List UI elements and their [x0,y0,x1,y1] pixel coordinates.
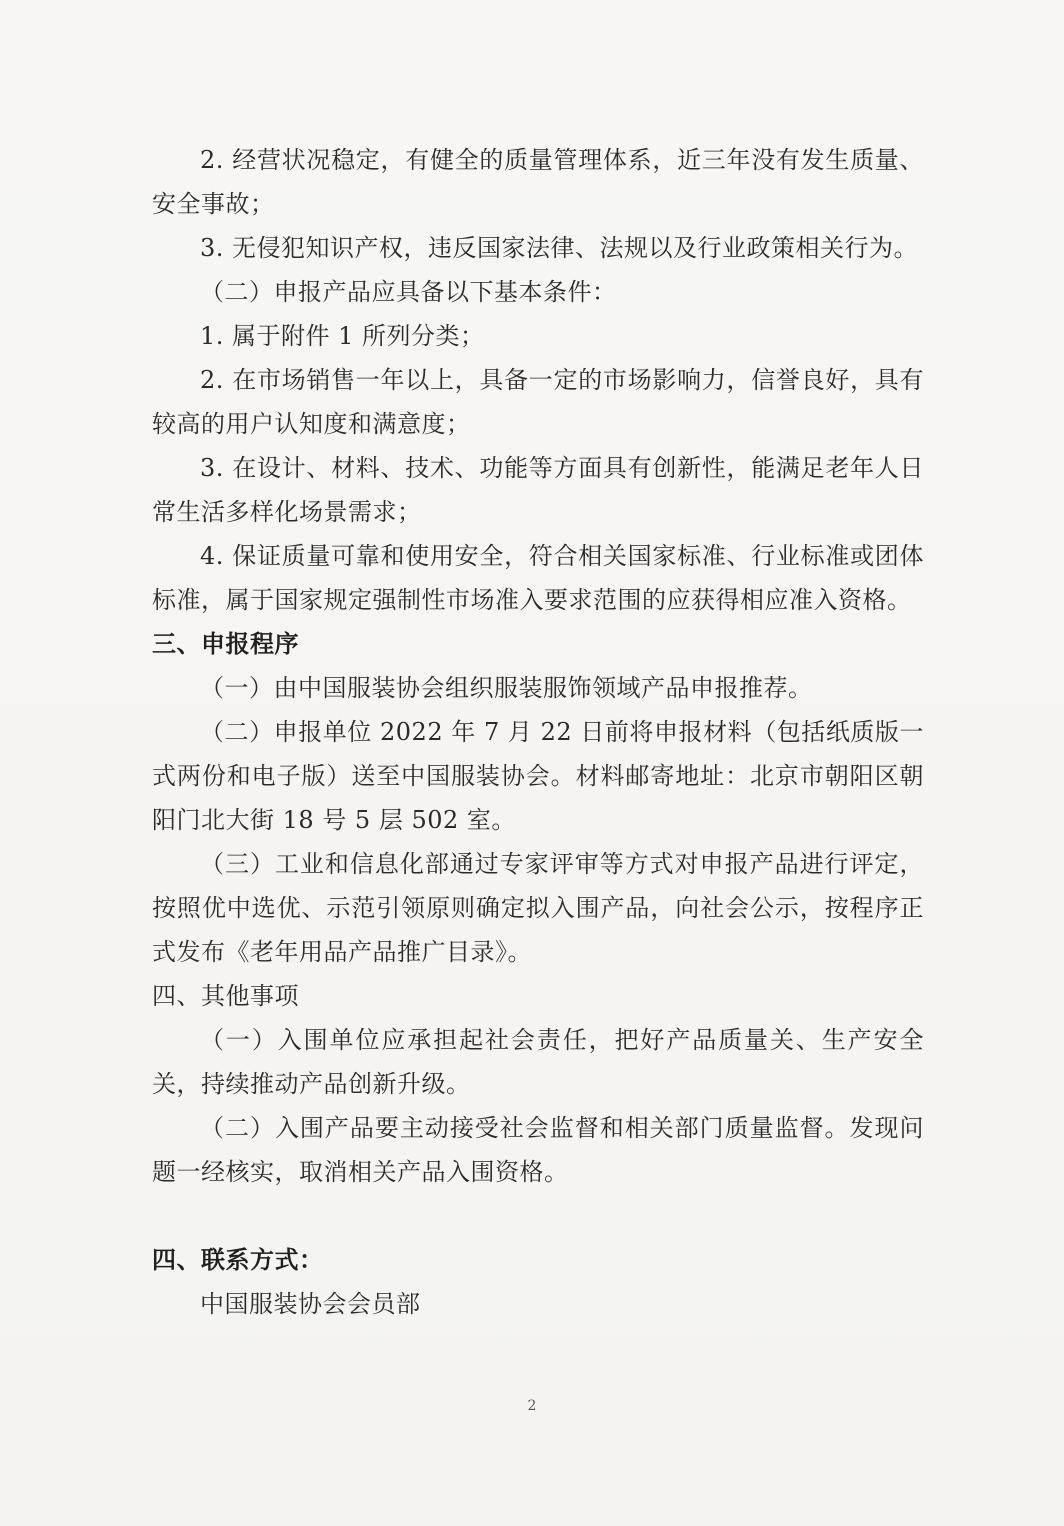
paragraph-market-sales: 2. 在市场销售一年以上，具备一定的市场影响力，信誉良好，具有较高的用户认知度和满意度； [152,366,924,438]
section-heading-other-matters: 四、其他事项 [152,982,299,1010]
paragraph-business-condition: 2. 经营状况稳定，有健全的质量管理体系，近三年没有发生质量、安全事故； [152,146,924,218]
paragraph-contact-department: 中国服装协会会员部 [200,1290,421,1318]
paragraph-other-2: （二）入围产品要主动接受社会监督和相关部门质量监督。发现问题一经核实，取消相关产品入围资格。 [152,1114,924,1186]
page-number: 2 [527,1398,537,1414]
paragraph-product-category: 1. 属于附件 1 所列分类； [200,322,485,350]
paragraph-other-1: （一）入围单位应承担起社会责任，把好产品质量关、生产安全关，持续推动产品创新升级。 [152,1026,924,1098]
paragraph-ip-compliance: 3. 无侵犯知识产权，违反国家法律、法规以及行业政策相关行为。 [200,234,919,262]
document-body [152,138,924,1326]
section-heading-application-procedure: 三、申报程序 [152,630,299,658]
paragraph-procedure-3: （三）工业和信息化部通过专家评审等方式对申报产品进行评定，按照优中选优、示范引领原则确定拟入围产品，向社会公示，按程序正式发布《老年用品产品推广目录》。 [152,850,924,966]
paragraph-product-conditions-title: （二）申报产品应具备以下基本条件： [200,278,617,306]
section-heading-contact: 四、联系方式： [152,1246,324,1274]
paragraph-spacer [152,1194,924,1238]
paragraph-procedure-2: （二）申报单位 2022 年 7 月 22 日前将申报材料（包括纸质版一式两份和电子版）送至中国服装协会。材料邮寄地址：北京市朝阳区朝阳门北大街 18 号 5 层 502 室。 [152,718,924,834]
paragraph-quality-safety: 4. 保证质量可靠和使用安全，符合相关国家标准、行业标准或团体标准，属于国家规定强制性市场准入要求范围的应获得相应准入资格。 [152,542,924,614]
paragraph-innovation: 3. 在设计、材料、技术、功能等方面具有创新性，能满足老年人日常生活多样化场景需求； [152,454,924,526]
paragraph-procedure-1: （一）由中国服装协会组织服装服饰领域产品申报推荐。 [200,674,813,702]
